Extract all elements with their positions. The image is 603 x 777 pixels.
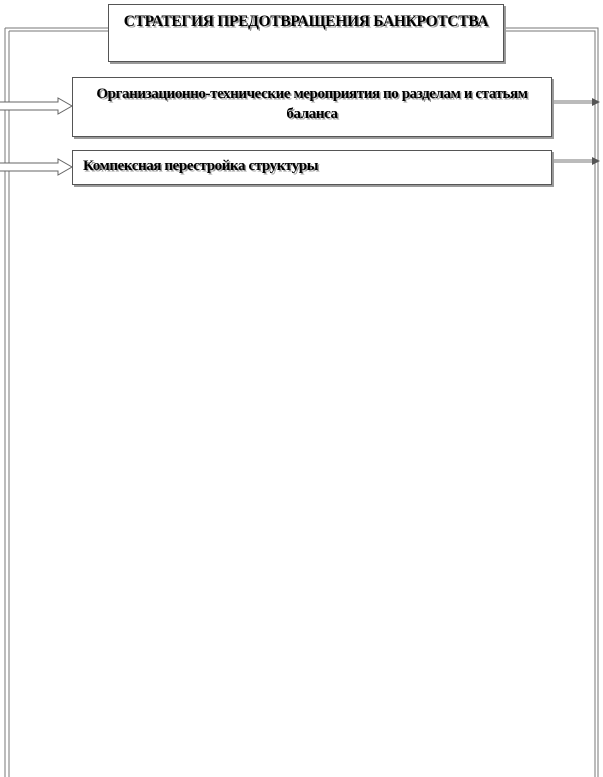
title-box: [108, 4, 504, 62]
arrow-from-item-2: [552, 160, 592, 162]
arrowhead-from-item-1: [592, 98, 600, 106]
title-text: СТРАТЕГИЯ ПРЕДОТВРАЩЕНИЯ БАНКРОТСТВА: [123, 13, 489, 30]
left-bus-line-inner: [5, 28, 9, 777]
item-box-1: [72, 77, 552, 137]
item-1-text: Организационно-технические мероприятия по разделам и статьям баланса: [96, 86, 528, 122]
arrow-to-item-2: [0, 159, 72, 175]
item-box-2: [72, 150, 552, 185]
item-2-text: Компексная перестройка структуры: [83, 158, 319, 174]
right-bus-line: [504, 28, 598, 777]
arrow-from-item-1: [552, 101, 592, 103]
arrow-to-item-1: [0, 98, 72, 114]
arrowhead-from-item-2: [592, 157, 600, 165]
